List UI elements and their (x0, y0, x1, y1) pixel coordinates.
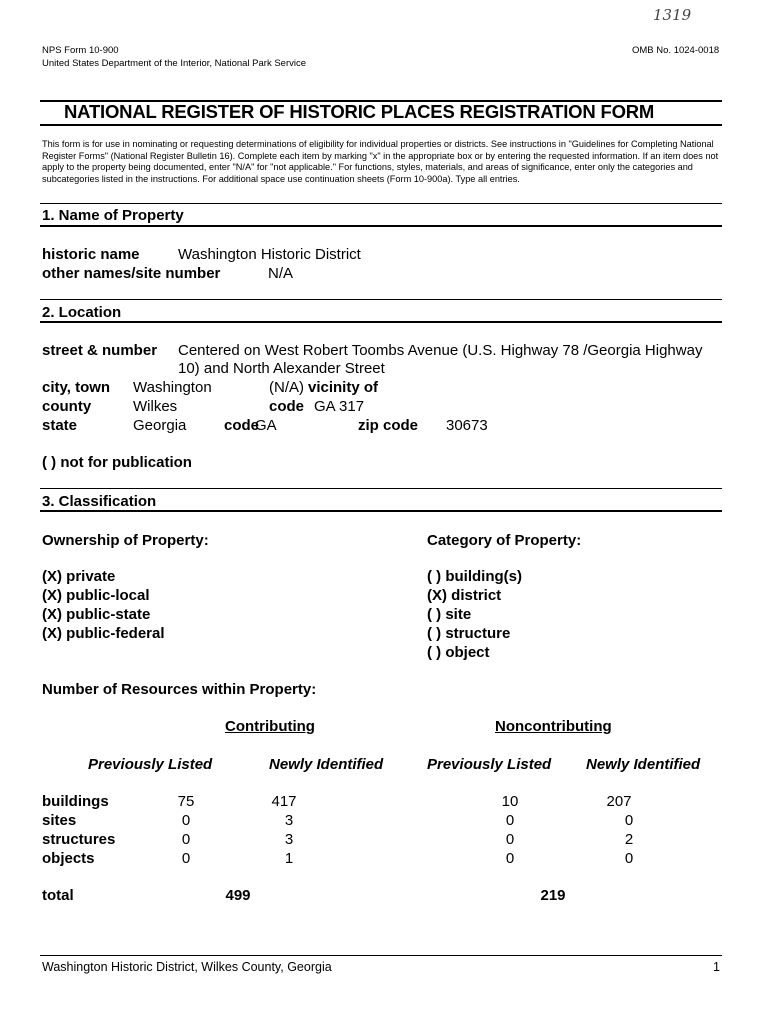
street-line1: Centered on West Robert Toombs Avenue (U.S. Highway 78 /Georgia Highway (178, 342, 703, 359)
resources-heading: Number of Resources within Property: (42, 681, 317, 698)
category-heading: Category of Property: (427, 532, 582, 549)
category-object: ( ) object (427, 644, 490, 661)
section3-heading: 3. Classification (42, 493, 157, 510)
buildings-contrib-prev: 75 (177, 793, 195, 810)
county-code-label: code (269, 398, 305, 415)
street-line2: 10) and North Alexander Street (178, 360, 385, 377)
department: United States Department of the Interior, National Park Service (42, 58, 307, 69)
buildings-contrib-new: 417 (271, 793, 297, 810)
ownership-public-federal: (X) public-federal (42, 625, 165, 642)
handwritten-number: 1319 (653, 6, 692, 24)
row-label-objects: objects (42, 850, 95, 867)
category-structure: ( ) structure (427, 625, 511, 642)
section2-bottom-rule (40, 321, 722, 323)
total-label: total (42, 887, 74, 904)
row-label-buildings: buildings (42, 793, 109, 810)
section2-top-rule (40, 299, 722, 300)
form-title: NATIONAL REGISTER OF HISTORIC PLACES REGISTRATION FORM (64, 101, 655, 122)
objects-contrib-prev: 0 (181, 850, 191, 867)
sites-contrib-prev: 0 (181, 812, 191, 829)
structures-contrib-new: 3 (284, 831, 294, 848)
contrib-prev-header: Previously Listed (88, 756, 213, 773)
other-names-label: other names/site number (42, 265, 221, 282)
section3-top-rule (40, 488, 722, 489)
sites-noncontrib-prev: 0 (505, 812, 515, 829)
omb-number: OMB No. 1024-0018 (632, 45, 720, 56)
street-label: street & number (42, 342, 158, 359)
city-value: Washington (133, 379, 212, 396)
ownership-public-state: (X) public-state (42, 606, 151, 623)
county-value: Wilkes (133, 398, 178, 415)
vicinity-value: (N/A) (269, 379, 304, 396)
total-noncontributing: 219 (540, 887, 566, 904)
contrib-new-header: Newly Identified (269, 756, 384, 773)
ownership-private: (X) private (42, 568, 116, 585)
form-number: NPS Form 10-900 (42, 45, 119, 56)
noncontrib-prev-header: Previously Listed (427, 756, 552, 773)
structures-noncontrib-prev: 0 (505, 831, 515, 848)
other-names-value: N/A (268, 265, 294, 282)
section3-bottom-rule (40, 510, 722, 512)
county-code-value: GA 317 (314, 398, 365, 415)
structures-noncontrib-new: 2 (624, 831, 634, 848)
historic-name-value: Washington Historic District (178, 246, 361, 263)
zip-value: 30673 (446, 417, 488, 434)
title-bottom-rule (40, 124, 722, 126)
footer-text: Washington Historic District, Wilkes County, Georgia (42, 960, 332, 974)
county-label: county (42, 398, 92, 415)
state-code-label: code (224, 417, 260, 434)
category-district: (X) district (427, 587, 502, 604)
vicinity-label: vicinity of (308, 379, 379, 396)
state-code-value: GA (255, 417, 277, 434)
category-site: ( ) site (427, 606, 472, 623)
section1-top-rule (40, 203, 722, 204)
historic-name-label: historic name (42, 246, 140, 263)
contributing-heading: Contributing (225, 718, 315, 735)
section1-bottom-rule (40, 225, 722, 227)
objects-noncontrib-new: 0 (624, 850, 634, 867)
objects-contrib-new: 1 (284, 850, 294, 867)
buildings-noncontrib-prev: 10 (501, 793, 519, 810)
footer-rule (40, 955, 722, 956)
noncontrib-new-header: Newly Identified (586, 756, 701, 773)
row-label-sites: sites (42, 812, 77, 829)
noncontributing-heading: Noncontributing (495, 718, 612, 735)
not-for-publication: ( ) not for publication (42, 454, 192, 471)
instructions: This form is for use in nominating or requesting determinations of eligibility for individual properties or districts. See instructions in "Guidelines for Completing National Register Forms" (National Register Bulletin 16). Complete each item by marking "x" in the appropriate box or by entering the requested information. If an item does not apply to the property being documented, enter "N/A" for "not applicable." For functions, styles, materials, and areas of significance, enter only the categories and subcategories listed in the instructions. For additional space use continuation sheets (Form 10-900a). Type all entries. (42, 139, 719, 184)
state-value: Georgia (133, 417, 187, 434)
sites-noncontrib-new: 0 (624, 812, 634, 829)
buildings-noncontrib-new: 207 (606, 793, 632, 810)
objects-noncontrib-prev: 0 (505, 850, 515, 867)
structures-contrib-prev: 0 (181, 831, 191, 848)
sites-contrib-new: 3 (284, 812, 294, 829)
total-contributing: 499 (225, 887, 251, 904)
section1-heading: 1. Name of Property (42, 207, 184, 224)
zip-label: zip code (358, 417, 419, 434)
category-building: ( ) building(s) (427, 568, 522, 585)
row-label-structures: structures (42, 831, 116, 848)
city-label: city, town (42, 379, 111, 396)
ownership-heading: Ownership of Property: (42, 532, 209, 549)
ownership-public-local: (X) public-local (42, 587, 150, 604)
section2-heading: 2. Location (42, 304, 122, 321)
state-label: state (42, 417, 78, 434)
page-number: 1 (713, 960, 720, 974)
